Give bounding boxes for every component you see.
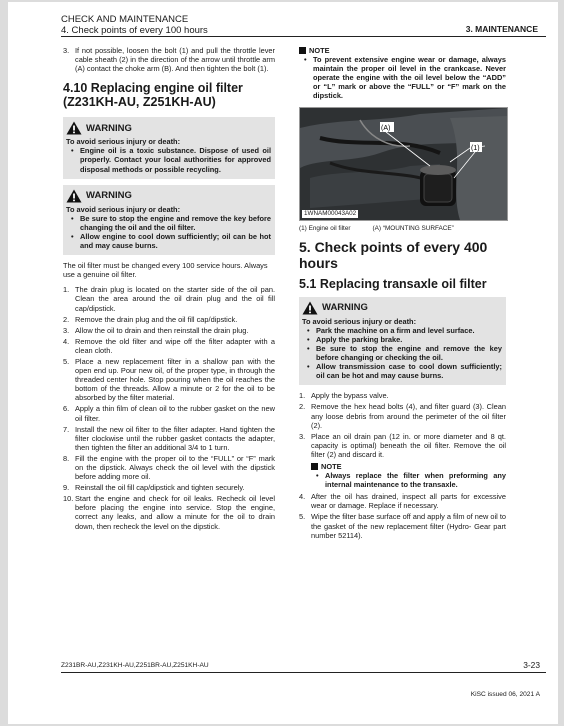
step-text: Start the engine and check for oil leaks. Recheck oil level before placing the engine into service. Stop the engine, correct any leaks, and allow a minute for the oil to drain down, then recheck the level on the dipstick. (75, 494, 275, 531)
header-chapter: 3. MAINTENANCE (465, 24, 538, 34)
step-number: 5. (63, 356, 70, 366)
step-number: 6. (63, 404, 70, 414)
callout-1-label: (1) (471, 144, 480, 152)
warning-list (66, 146, 271, 173)
step-number: 3. (299, 431, 306, 441)
list-item: • Engine oil is a toxic substance. Dispose of used oil properly. Contact your local authorities for approved disposal methods or possible recycling. (66, 146, 271, 173)
warning-header (66, 189, 271, 203)
list-item (63, 315, 275, 324)
step-number: 3. (63, 325, 70, 335)
running-header (61, 14, 208, 36)
step-text: Reinstall the oil fill cap/dipstick and tighten securely. (75, 483, 245, 493)
list-item (299, 492, 506, 510)
step-text: Place an oil drain pan (12 in. or more diameter and 8 qt. capacity is optimal) beneath the oil filter. Remove the oil filter (2) and discard it. (311, 431, 506, 459)
step-number: 8. (63, 453, 70, 463)
list-item (63, 337, 275, 355)
step-list-continued (63, 46, 275, 73)
header-subsection: 4. Check points of every 100 hours (61, 25, 208, 36)
figure-id: 1WNAM00043A02 (304, 209, 357, 217)
step-text: After the oil has drained, inspect all parts for excessive wear or damage. Replace if necessary. (311, 492, 506, 511)
list-item (63, 483, 275, 492)
list-item: • Allow engine to cool down sufficiently; oil can be hot and may cause burns. (66, 232, 271, 250)
list-item (299, 391, 506, 400)
step-text: If not possible, loosen the bolt (1) and pull the throttle lever cable sheath (2) in the direction of the arrow until throttle arm (A) contact the choke arm (B). And then tighten the bolt (1). (75, 46, 275, 74)
step-number: 3. (63, 46, 70, 55)
list-item (63, 46, 275, 73)
warning-subtitle: To avoid serious injury or death: (66, 204, 181, 214)
list-item (299, 402, 506, 429)
step-text: Wipe the filter base surface off and apply a film of new oil to the gasket of the new replacement filter (Hydro- Gear part number 52114). (311, 512, 506, 540)
list-item (63, 404, 275, 422)
intro-paragraph: The oil filter must be changed every 100 service hours. Always use a genuine oil filter. (63, 261, 268, 280)
list-item: • Park the machine on a firm and level surface. (302, 326, 502, 335)
right-column (299, 46, 506, 542)
list-item: • Be sure to stop the engine and remove the key before changing the oil and the oil filter. (66, 214, 271, 232)
page-number: 3-23 (523, 660, 540, 670)
list-item (63, 357, 275, 402)
step-text: Remove the old filter and wipe off the filter adapter with a clean cloth. (75, 336, 275, 355)
warning-title: WARNING (322, 302, 368, 314)
step-number: 7. (63, 424, 70, 434)
step-list (299, 391, 506, 459)
warning-triangle-icon (302, 301, 318, 315)
warning-list (66, 214, 271, 250)
note-square-icon (299, 47, 306, 54)
list-item: • Apply the parking brake. (302, 335, 502, 344)
note-list (311, 471, 506, 489)
note-title: NOTE (321, 461, 342, 471)
note-header (299, 46, 506, 55)
list-item (63, 454, 275, 481)
issue-info: KiSC issued 06, 2021 A (470, 691, 540, 698)
warning-box (63, 185, 275, 255)
header-section: CHECK AND MAINTENANCE (61, 14, 189, 25)
warning-subtitle: To avoid serious injury or death: (66, 137, 181, 147)
section-title: 4.10 Replacing engine oil filter (Z231KH-AU, Z251KH-AU) (63, 81, 243, 110)
step-number: 5. (299, 512, 306, 522)
warning-subtitle: To avoid serious injury or death: (302, 316, 417, 326)
note-list (299, 55, 506, 100)
list-item (63, 285, 275, 312)
section-title: 5.1 Replacing transaxle oil filter (299, 276, 487, 291)
warning-title: WARNING (86, 190, 132, 202)
step-text: Allow the oil to drain and then reinstall the drain plug. (75, 325, 249, 335)
list-item (299, 432, 506, 459)
list-item: • Allow transmission case to cool down sufficiently; oil can be hot and may cause burns. (302, 362, 502, 380)
warning-header (66, 121, 271, 135)
list-item (63, 326, 275, 335)
list-item: • Be sure to stop the engine and remove the key before changing or checking the oil. (302, 344, 502, 362)
step-number: 2. (299, 402, 306, 412)
step-list (299, 492, 506, 539)
step-text: The drain plug is located on the starter side of the oil pan. Clean the area around the oil drain plug and the oil fill cap/dipstick. (75, 285, 275, 313)
list-item: • To prevent extensive engine wear or damage, always maintain the proper oil level in the crankcase. Never operate the engine with the oil level below the “ADD” or “L” mark or above the “FULL” or “F” mark on the dipstick. (299, 55, 506, 100)
list-item: • Always replace the filter when preforming any internal maintenance to the transaxle. (311, 471, 506, 489)
step-text: Apply a thin film of clean oil to the rubber gasket on the new oil filter. (75, 404, 275, 423)
step-text: Install the new oil filter to the filter adapter. Hand tighten the filter clockwise until the rubber gasket contacts the adapter, then tighten the filter an additional 3/4 to 1 turn. (75, 424, 275, 452)
note-header (311, 462, 506, 471)
step-text: Fill the engine with the proper oil to the “FULL” or “F” mark on the dipstick. Always check the oil level with the dipstick before adding more oil. (75, 453, 275, 482)
step-text: Remove the drain plug and the oil fill cap/dipstick. (75, 314, 238, 324)
warning-title: WARNING (86, 122, 132, 134)
list-item (63, 494, 275, 530)
list-item (299, 512, 506, 539)
step-text: Apply the bypass valve. (311, 391, 389, 401)
step-text: Remove the hex head bolts (4), and filter guard (3). Clean any loose debris from around the perimeter of the oil filter (2). (311, 402, 506, 430)
warning-box (63, 117, 275, 178)
caption-item: (1) Engine oil filter (299, 224, 351, 232)
list-item (63, 425, 275, 452)
step-number: 10. (63, 494, 74, 504)
step-text: Place a new replacement filter in a shallow pan with the open end up. Pour new oil, of the proper type, in through the threaded center hole. Stop pouring when the oil reaches the bottom of the threads. Allow a minute or 2 for the oil to be absorbed by the filter material. (75, 356, 275, 403)
warning-triangle-icon (66, 189, 82, 203)
figure-caption (299, 224, 506, 233)
chapter-title: 5. Check points of every 400 hours (299, 238, 488, 271)
step-number: 4. (299, 492, 306, 502)
warning-box (299, 297, 506, 386)
footer-models: Z231BR-AU,Z231KH-AU,Z251BR-AU,Z251KH-AU (61, 662, 209, 669)
header-rule (61, 36, 546, 37)
caption-item: (A) “MOUNTING SURFACE” (372, 224, 454, 232)
step-list (63, 285, 275, 530)
step-number: 1. (63, 285, 70, 295)
left-column (63, 46, 275, 533)
note-block (299, 46, 506, 101)
footer-rule (61, 672, 546, 673)
step-number: 9. (63, 483, 70, 493)
step-number: 4. (63, 336, 70, 346)
warning-header (302, 301, 502, 315)
callout-a-label: (A) (381, 124, 391, 132)
warning-triangle-icon (66, 121, 82, 135)
note-square-icon (311, 463, 318, 470)
warning-list (302, 326, 502, 381)
step-number: 1. (299, 391, 306, 401)
manual-page (8, 2, 558, 724)
note-title: NOTE (309, 46, 330, 55)
engine-compartment-illustration (300, 108, 507, 220)
note-block (299, 462, 506, 489)
step-number: 2. (63, 314, 70, 324)
engine-oil-filter-photo (299, 107, 508, 221)
